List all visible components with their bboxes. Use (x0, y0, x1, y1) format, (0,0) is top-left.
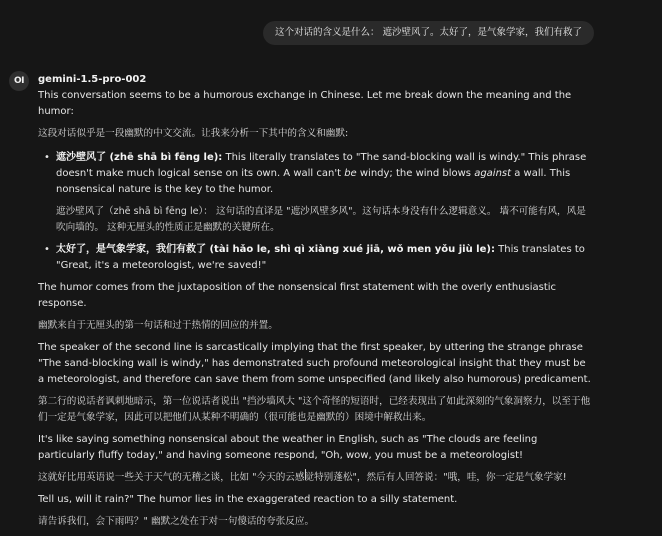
para3-zh: 这就好比用英语说一些关于天气的无稽之谈，比如 "今天的云感觉特别蓬松"，然后有人回答说："哦，哇，你一定是气象学家! (38, 472, 567, 483)
term-1-em-be: be (344, 168, 357, 179)
term-1-em-against: against (474, 168, 512, 179)
term-1: 遮沙壁风了 (zhē shā bì fēng le): (56, 152, 223, 163)
term-2-text: This translates to "Great, it's a meteorologist, we're saved!" (56, 244, 585, 271)
explanation-list (38, 150, 594, 274)
term-1-text-c: a wall. This nonsensical nature is the key to the humor. (56, 168, 571, 195)
list-item (56, 150, 594, 236)
model-avatar-icon: OI (9, 71, 29, 91)
list-item (56, 242, 594, 274)
intro-en: This conversation seems to be a humorous exchange in Chinese. Let me break down the meaning and the humor: (38, 90, 572, 117)
intro-zh: 这段对话似乎是一段幽默的中文交流。让我来分析一下其中的含义和幽默: (38, 128, 349, 139)
text-cursor-icon (305, 469, 310, 480)
user-message-bubble: 这个对话的含义是什么： 遮沙壁风了。太好了，是气象学家，我们有救了 (263, 21, 594, 45)
para3-en: It's like saying something nonsensical about the weather in English, such as "The clouds are feeling particularly fluffy today," and having someone respond, "Oh, wow, you must be a meteorologist! (38, 434, 538, 461)
term-2: 太好了，是气象学家，我们有救了 (tài hǎo le, shì qì xiàng xué jiā, wǒ men yǒu jiù le): (56, 244, 495, 255)
term-1-zh: 遮沙壁风了（zhē shā bì fēng le）： 这句话的直译是 "遮沙风壁多风"。这句话本身没有什么逻辑意义。 墙不可能有风，风是吹向墙的。 这种无厘头的性质正是幽默的关键所在。 (56, 206, 586, 233)
term-1-text-a: This literally translates to "The sand-blocking wall is windy." This phrase doesn't make much logical sense on its own. A wall can't (56, 152, 587, 179)
assistant-response (38, 88, 594, 536)
para2-en: The speaker of the second line is sarcastically implying that the first speaker, by uttering the strange phrase "The sand-blocking wall is windy," has demonstrated such profound meteorological insight that they must be a meteorologist, and therefore can save them from some unspecified (and likely also humorous) predicament. (38, 342, 591, 385)
para4-zh: 请告诉我们，会下雨吗？" 幽默之处在于对一句傻话的夸张反应。 (38, 516, 315, 527)
term-1-text-b: windy; the wind blows (356, 168, 475, 179)
para1-zh: 幽默来自于无厘头的第一句话和过于热情的回应的并置。 (38, 320, 278, 331)
para4-en: Tell us, will it rain?" The humor lies in the exaggerated reaction to a silly statement. (38, 494, 458, 505)
para1-en: The humor comes from the juxtaposition of the nonsensical first statement with the overly enthusiastic response. (38, 282, 557, 309)
para2-zh: 第二行的说话者讽刺地暗示，第一位说话者说出 "挡沙墙风大 "这个奇怪的短语时，已经表现出了如此深刻的气象洞察力，以至于他们一定是气象学家，因此可以把他们从某种不明确的（很可能也是幽默的）困境中解救出来。 (38, 396, 591, 423)
model-name-label: gemini-1.5-pro-002 (38, 74, 147, 85)
